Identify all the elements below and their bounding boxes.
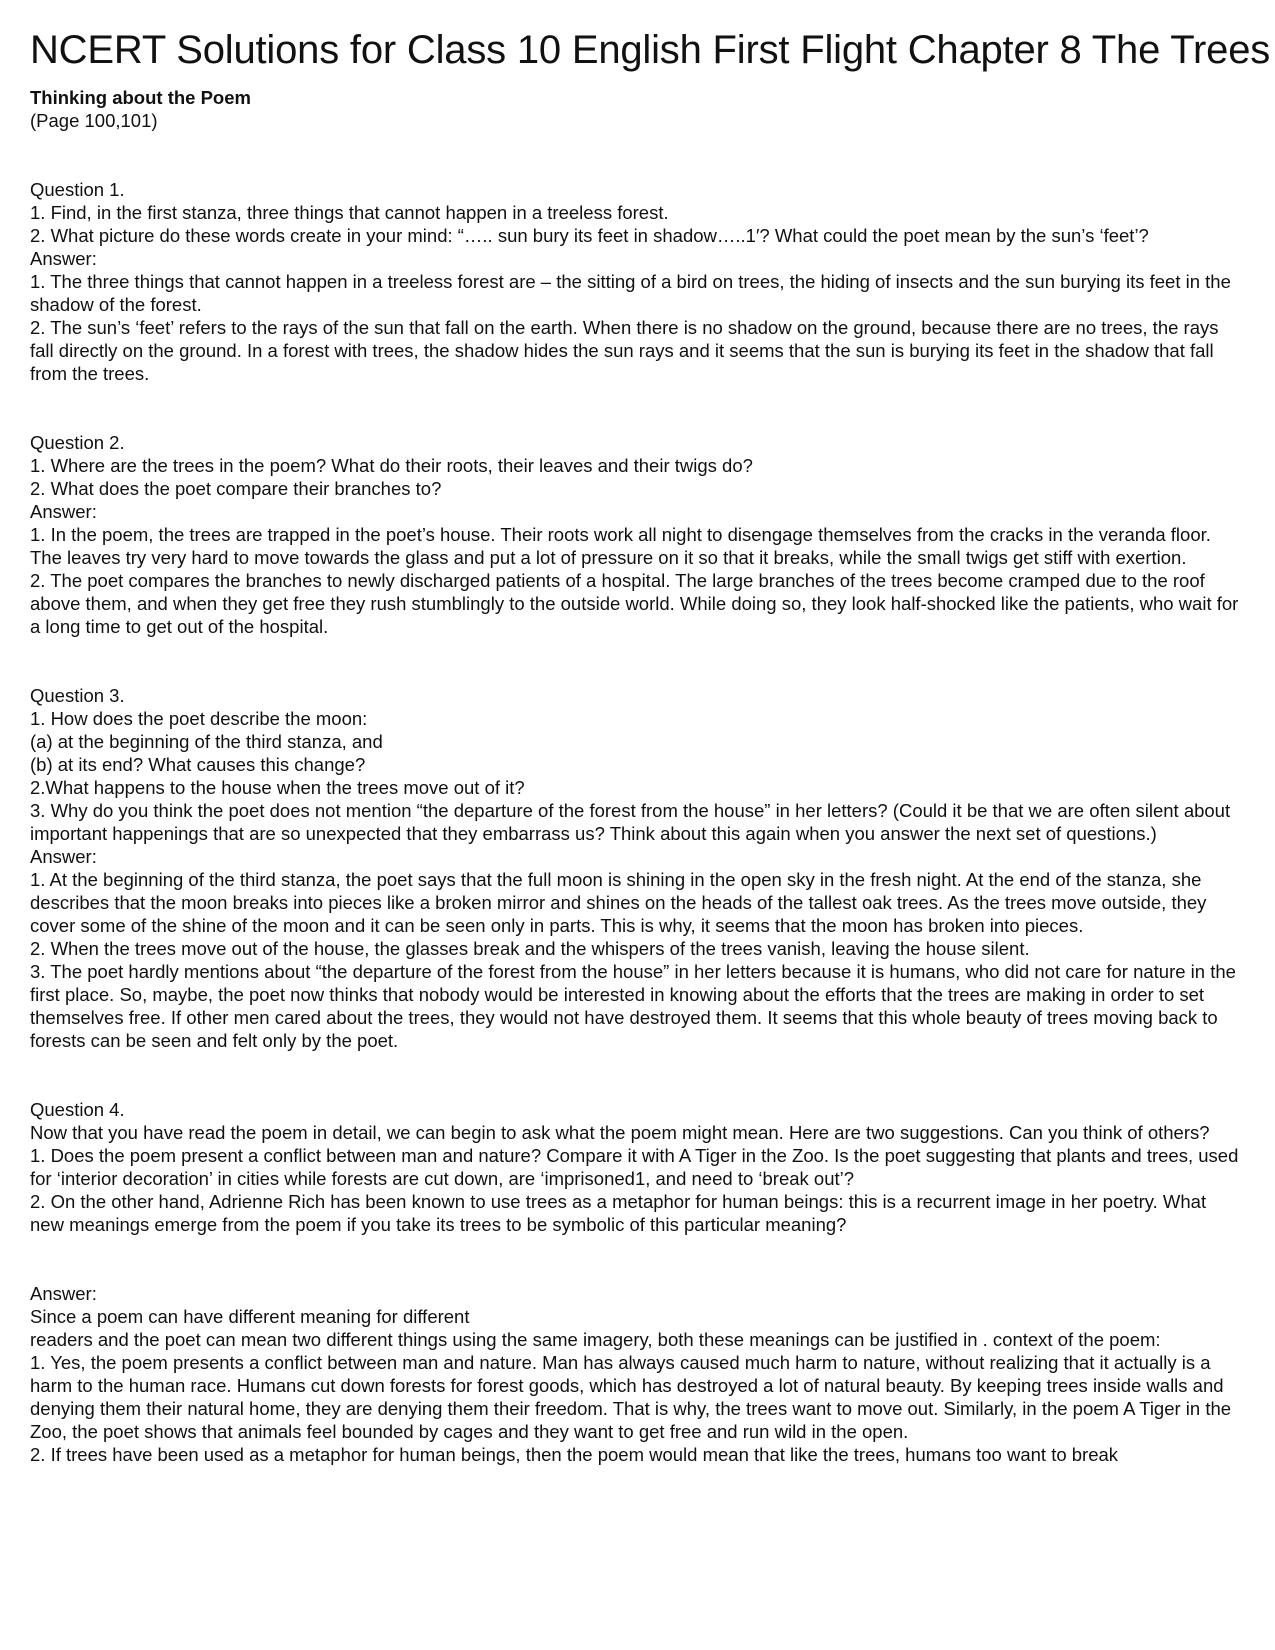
answer-text: 2. When the trees move out of the house, the glasses break and the whispers of the trees vanish, leaving the house silent. — [30, 938, 1030, 959]
question-text: 3. Why do you think the poet does not mention “the departure of the forest from the house” in her letters? (Could it be that we are often silent about important happenings that are so unexpected that they embarrass us? Think about this again when you answer the next set of questions.) — [30, 800, 1231, 844]
question-label: Question 3. — [30, 685, 125, 706]
answer-block-4 — [30, 1282, 1245, 1466]
page-title: NCERT Solutions for Class 10 English First Flight Chapter 8 The Trees — [30, 28, 1271, 72]
question-text: 2. What does the poet compare their branches to? — [30, 478, 442, 499]
answer-text: 2. If trees have been used as a metaphor for human beings, then the poem would mean that like the trees, humans too want to break — [30, 1444, 1119, 1465]
question-label: Question 2. — [30, 432, 125, 453]
question-block-1 — [30, 178, 1245, 385]
answer-label: Answer: — [30, 1283, 97, 1304]
answer-text: 1. Yes, the poem presents a conflict between man and nature. Man has always caused much harm to nature, without realizing that it actually is a harm to the human race. Humans cut down forests for forest goods, which has destroyed a lot of natural beauty. By keeping trees inside walls and denying them their natural home, they are denying them their freedom. That is why, the trees want to move out. Similarly, in the poem A Tiger in the Zoo, the poet shows that animals feel bounded by cages and they want to get free and run wild in the open. — [30, 1352, 1232, 1442]
question-block-3 — [30, 684, 1245, 1052]
answer-text: 2. The poet compares the branches to newly discharged patients of a hospital. The large branches of the trees become cramped due to the roof above them, and when they get free they rush stumblingly to the outside world. While doing so, they look half-shocked like the patients, who wait for a long time to get out of the hospital. — [30, 570, 1239, 637]
question-text: 1. Does the poem present a conflict between man and nature? Compare it with A Tiger in the Zoo. Is the poet suggesting that plants and trees, used for ‘interior decoration’ in cities while forests are cut down, are ‘imprisoned1, and need to ‘break out’? — [30, 1145, 1239, 1189]
question-block-2 — [30, 431, 1245, 638]
question-text: 2. On the other hand, Adrienne Rich has been known to use trees as a metaphor for human beings: this is a recurrent image in her poetry. What new meanings emerge from the poem if you take its trees to be symbolic of this particular meaning? — [30, 1191, 1207, 1235]
spacer — [30, 1052, 1245, 1098]
answer-text: 2. The sun’s ‘feet’ refers to the rays of the sun that fall on the earth. When there is no shadow on the ground, because there are no trees, the rays fall directly on the ground. In a forest with trees, the shadow hides the sun rays and it seems that the sun is burying its feet in the shadow that fall from the trees. — [30, 317, 1219, 384]
spacer — [30, 638, 1245, 684]
answer-label: Answer: — [30, 501, 97, 522]
question-text: 1. Where are the trees in the poem? What do their roots, their leaves and their twigs do? — [30, 455, 753, 476]
question-text: (b) at its end? What causes this change? — [30, 754, 366, 775]
question-label: Question 1. — [30, 179, 125, 200]
spacer — [30, 385, 1245, 431]
answer-text: Since a poem can have different meaning for different — [30, 1306, 470, 1327]
question-text: 2.What happens to the house when the trees move out of it? — [30, 777, 525, 798]
answer-text: 3. The poet hardly mentions about “the departure of the forest from the house” in her letters because it is humans, who did not care for nature in the first place. So, maybe, the poet now thinks that nobody would be interested in knowing about the efforts that the trees are making in order to set themselves free. If other men cared about the trees, they would not have destroyed them. It seems that this whole beauty of trees moving back to forests can be seen and felt only by the poet. — [30, 961, 1236, 1051]
question-text: 1. How does the poet describe the moon: — [30, 708, 368, 729]
answer-label: Answer: — [30, 248, 97, 269]
answer-label: Answer: — [30, 846, 97, 867]
section-heading: Thinking about the Poem — [30, 87, 251, 108]
spacer — [30, 132, 1245, 178]
question-label: Question 4. — [30, 1099, 125, 1120]
question-block-4 — [30, 1098, 1245, 1236]
page-reference: (Page 100,101) — [30, 110, 158, 131]
answer-text: 1. At the beginning of the third stanza, the poet says that the full moon is shining in the open sky in the fresh night. At the end of the stanza, she describes that the moon breaks into pieces like a broken mirror and shines on the heads of the tallest oak trees. As the trees move outside, they cover some of the shine of the moon and it can be seen only in parts. This is why, it seems that the moon has broken into pieces. — [30, 869, 1207, 936]
question-text: (a) at the beginning of the third stanza, and — [30, 731, 383, 752]
question-text: 2. What picture do these words create in your mind: “….. sun bury its feet in shadow…..1′? What could the poet mean by the sun’s ‘feet’? — [30, 225, 1149, 246]
answer-text: 1. In the poem, the trees are trapped in the poet’s house. Their roots work all night to disengage themselves from the cracks in the veranda floor. The leaves try very hard to move towards the glass and put a lot of pressure on it so that it breaks, while the small twigs get stiff with exertion. — [30, 524, 1211, 568]
answer-text: readers and the poet can mean two different things using the same imagery, both these meanings can be justified in . context of the poem: — [30, 1329, 1161, 1350]
question-text: Now that you have read the poem in detail, we can begin to ask what the poem might mean. Here are two suggestions. Can you think of others? — [30, 1122, 1210, 1143]
answer-text: 1. The three things that cannot happen in a treeless forest are – the sitting of a bird on trees, the hiding of insects and the sun burying its feet in the shadow of the forest. — [30, 271, 1231, 315]
spacer — [30, 1236, 1245, 1282]
question-text: 1. Find, in the first stanza, three things that cannot happen in a treeless forest. — [30, 202, 669, 223]
